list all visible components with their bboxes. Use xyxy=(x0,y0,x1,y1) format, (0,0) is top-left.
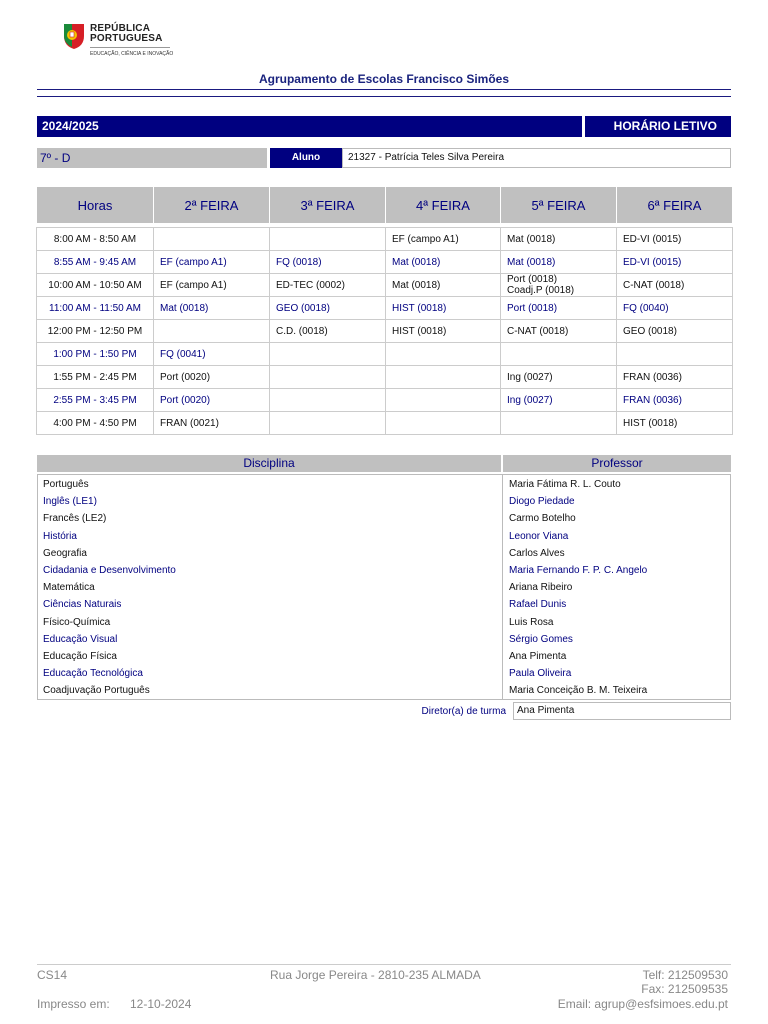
column-divider xyxy=(502,474,503,700)
lesson-cell: Port (0018) xyxy=(501,297,617,320)
timetable-row xyxy=(37,320,733,343)
lesson-cell xyxy=(386,412,501,435)
discipline-name: Educação Física xyxy=(43,651,117,662)
logo-divider xyxy=(90,47,170,48)
timetable-row xyxy=(37,389,733,412)
footer-rule xyxy=(37,964,731,965)
hours-header: Horas xyxy=(37,187,154,224)
footer-fax: Fax: 212509535 xyxy=(641,982,728,996)
lesson-cell: ED-VI (0015) xyxy=(617,251,733,274)
class-director-value: Ana Pimenta xyxy=(513,702,731,720)
footer-code: CS14 xyxy=(37,968,68,982)
professor-name: Diogo Piedade xyxy=(509,496,575,508)
student-value: 21327 - Patrícia Teles Silva Pereira xyxy=(342,148,731,168)
logo-line1: REPÚBLICA xyxy=(90,23,151,34)
lesson-cell: ED-TEC (0002) xyxy=(270,274,386,297)
lesson-cell: Ing (0027) xyxy=(501,366,617,389)
lesson-cell xyxy=(270,366,386,389)
timetable-row xyxy=(37,343,733,366)
header-rule xyxy=(37,89,731,90)
time-slot: 10:00 AM - 10:50 AM xyxy=(37,274,154,297)
time-slot: 8:00 AM - 8:50 AM xyxy=(37,228,154,251)
day-header: 2ª FEIRA xyxy=(154,187,270,224)
lesson-cell xyxy=(386,343,501,366)
lesson-cell: FQ (0040) xyxy=(617,297,733,320)
lesson-cell: EF (campo A1) xyxy=(154,274,270,297)
time-slot: 12:00 PM - 12:50 PM xyxy=(37,320,154,343)
lesson-cell xyxy=(154,228,270,251)
lesson-cell: HIST (0018) xyxy=(617,412,733,435)
lesson-cell xyxy=(386,366,501,389)
school-year: 2024/2025 xyxy=(37,116,582,137)
lesson-cell: EF (campo A1) xyxy=(386,228,501,251)
lesson-cell: Mat (0018) xyxy=(501,251,617,274)
day-header: 4ª FEIRA xyxy=(386,187,501,224)
lesson-cell xyxy=(270,412,386,435)
lesson-cell: Port (0020) xyxy=(154,366,270,389)
discipline-name: Cidadania e Desenvolvimento xyxy=(43,565,176,576)
lesson-cell: HIST (0018) xyxy=(386,297,501,320)
discipline-name: Educação Visual xyxy=(43,633,118,645)
time-slot: 4:00 PM - 4:50 PM xyxy=(37,412,154,435)
professor-header: Professor xyxy=(503,455,731,472)
logo-line3: EDUCAÇÃO, CIÊNCIA E INOVAÇÃO xyxy=(90,51,174,57)
lesson-cell: FRAN (0036) xyxy=(617,389,733,412)
lesson-cell: Mat (0018) xyxy=(501,228,617,251)
professor-name: Ana Pimenta xyxy=(509,651,567,662)
lesson-cell: FRAN (0036) xyxy=(617,366,733,389)
lesson-cell: C-NAT (0018) xyxy=(617,274,733,297)
professor-name: Ariana Ribeiro xyxy=(509,582,573,594)
printed-label: Impresso em: xyxy=(37,997,110,1011)
student-label: Aluno xyxy=(270,148,342,168)
timetable-row xyxy=(37,228,733,251)
logo-line2: PORTUGUESA xyxy=(90,33,163,44)
lesson-cell: C.D. (0018) xyxy=(270,320,386,343)
lesson-cell: FRAN (0021) xyxy=(154,412,270,435)
lesson-cell: FQ (0041) xyxy=(154,343,270,366)
professor-name: Luis Rosa xyxy=(509,616,554,628)
discipline-name: Educação Tecnológica xyxy=(43,668,143,680)
lesson-cell xyxy=(154,320,270,343)
time-slot: 8:55 AM - 9:45 AM xyxy=(37,251,154,274)
discipline-name: Coadjuvação Português xyxy=(43,685,150,697)
discipline-list xyxy=(37,474,731,700)
header-rule xyxy=(37,96,731,97)
lesson-cell: ED-VI (0015) xyxy=(617,228,733,251)
lesson-cell xyxy=(386,389,501,412)
lesson-cell: Ing (0027) xyxy=(501,389,617,412)
day-header: 3ª FEIRA xyxy=(270,187,386,224)
discipline-name: Inglês (LE1) xyxy=(43,496,97,508)
discipline-name: Francês (LE2) xyxy=(43,513,107,525)
professor-name: Maria Fernando F. P. C. Angelo xyxy=(509,565,648,576)
lesson-cell: GEO (0018) xyxy=(270,297,386,320)
lesson-cell: Mat (0018) xyxy=(154,297,270,320)
lesson-cell: EF (campo A1) xyxy=(154,251,270,274)
lesson-cell xyxy=(270,343,386,366)
lesson-cell: Port (0018) Coadj.P (0018) xyxy=(501,274,617,297)
time-slot: 1:55 PM - 2:45 PM xyxy=(37,366,154,389)
republica-portuguesa-logo xyxy=(62,20,192,60)
timetable-row xyxy=(37,366,733,389)
timetable xyxy=(36,186,733,435)
lesson-cell: GEO (0018) xyxy=(617,320,733,343)
time-slot: 11:00 AM - 11:50 AM xyxy=(37,297,154,320)
lesson-cell xyxy=(270,389,386,412)
discipline-name: Físico-Química xyxy=(43,616,111,628)
lesson-cell: FQ (0018) xyxy=(270,251,386,274)
timetable-row xyxy=(37,412,733,435)
discipline-header: Disciplina xyxy=(37,455,501,472)
professor-name: Carlos Alves xyxy=(509,547,565,559)
lesson-cell xyxy=(617,343,733,366)
time-slot: 1:00 PM - 1:50 PM xyxy=(37,343,154,366)
coat-of-arms-icon xyxy=(62,20,86,50)
lesson-cell: Mat (0018) xyxy=(386,274,501,297)
professor-name: Sérgio Gomes xyxy=(509,633,573,645)
professor-name: Paula Oliveira xyxy=(509,668,572,680)
discipline-name: Matemática xyxy=(43,582,95,594)
day-header: 6ª FEIRA xyxy=(617,187,733,224)
footer-tel: Telf: 212509530 xyxy=(642,968,728,982)
discipline-name: Português xyxy=(43,479,89,490)
discipline-name: Ciências Naturais xyxy=(43,599,122,611)
lesson-cell: HIST (0018) xyxy=(386,320,501,343)
professor-name: Maria Fátima R. L. Couto xyxy=(509,479,621,490)
discipline-name: História xyxy=(43,530,77,542)
timetable-row xyxy=(37,297,733,320)
timetable-row xyxy=(37,274,733,297)
document-title: HORÁRIO LETIVO xyxy=(585,116,731,137)
school-name: Agrupamento de Escolas Francisco Simões xyxy=(258,72,510,86)
day-header: 5ª FEIRA xyxy=(501,187,617,224)
class-label: 7º - D xyxy=(37,148,267,168)
professor-name: Leonor Viana xyxy=(509,530,569,542)
professor-name: Maria Conceição B. M. Teixeira xyxy=(509,685,648,697)
discipline-name: Geografia xyxy=(43,547,87,559)
printed-date: 12-10-2024 xyxy=(130,997,192,1011)
professor-name: Rafael Dunis xyxy=(509,599,567,611)
lesson-cell: Port (0020) xyxy=(154,389,270,412)
lesson-cell xyxy=(501,343,617,366)
footer-address: Rua Jorge Pereira - 2810-235 ALMADA xyxy=(270,968,481,982)
class-director-label: Diretor(a) de turma xyxy=(421,706,506,717)
professor-name: Carmo Botelho xyxy=(509,513,576,525)
time-slot: 2:55 PM - 3:45 PM xyxy=(37,389,154,412)
lesson-cell: Mat (0018) xyxy=(386,251,501,274)
lesson-cell: C-NAT (0018) xyxy=(501,320,617,343)
lesson-cell xyxy=(270,228,386,251)
footer-email: Email: agrup@esfsimoes.edu.pt xyxy=(557,997,728,1011)
timetable-row xyxy=(37,251,733,274)
lesson-cell xyxy=(501,412,617,435)
